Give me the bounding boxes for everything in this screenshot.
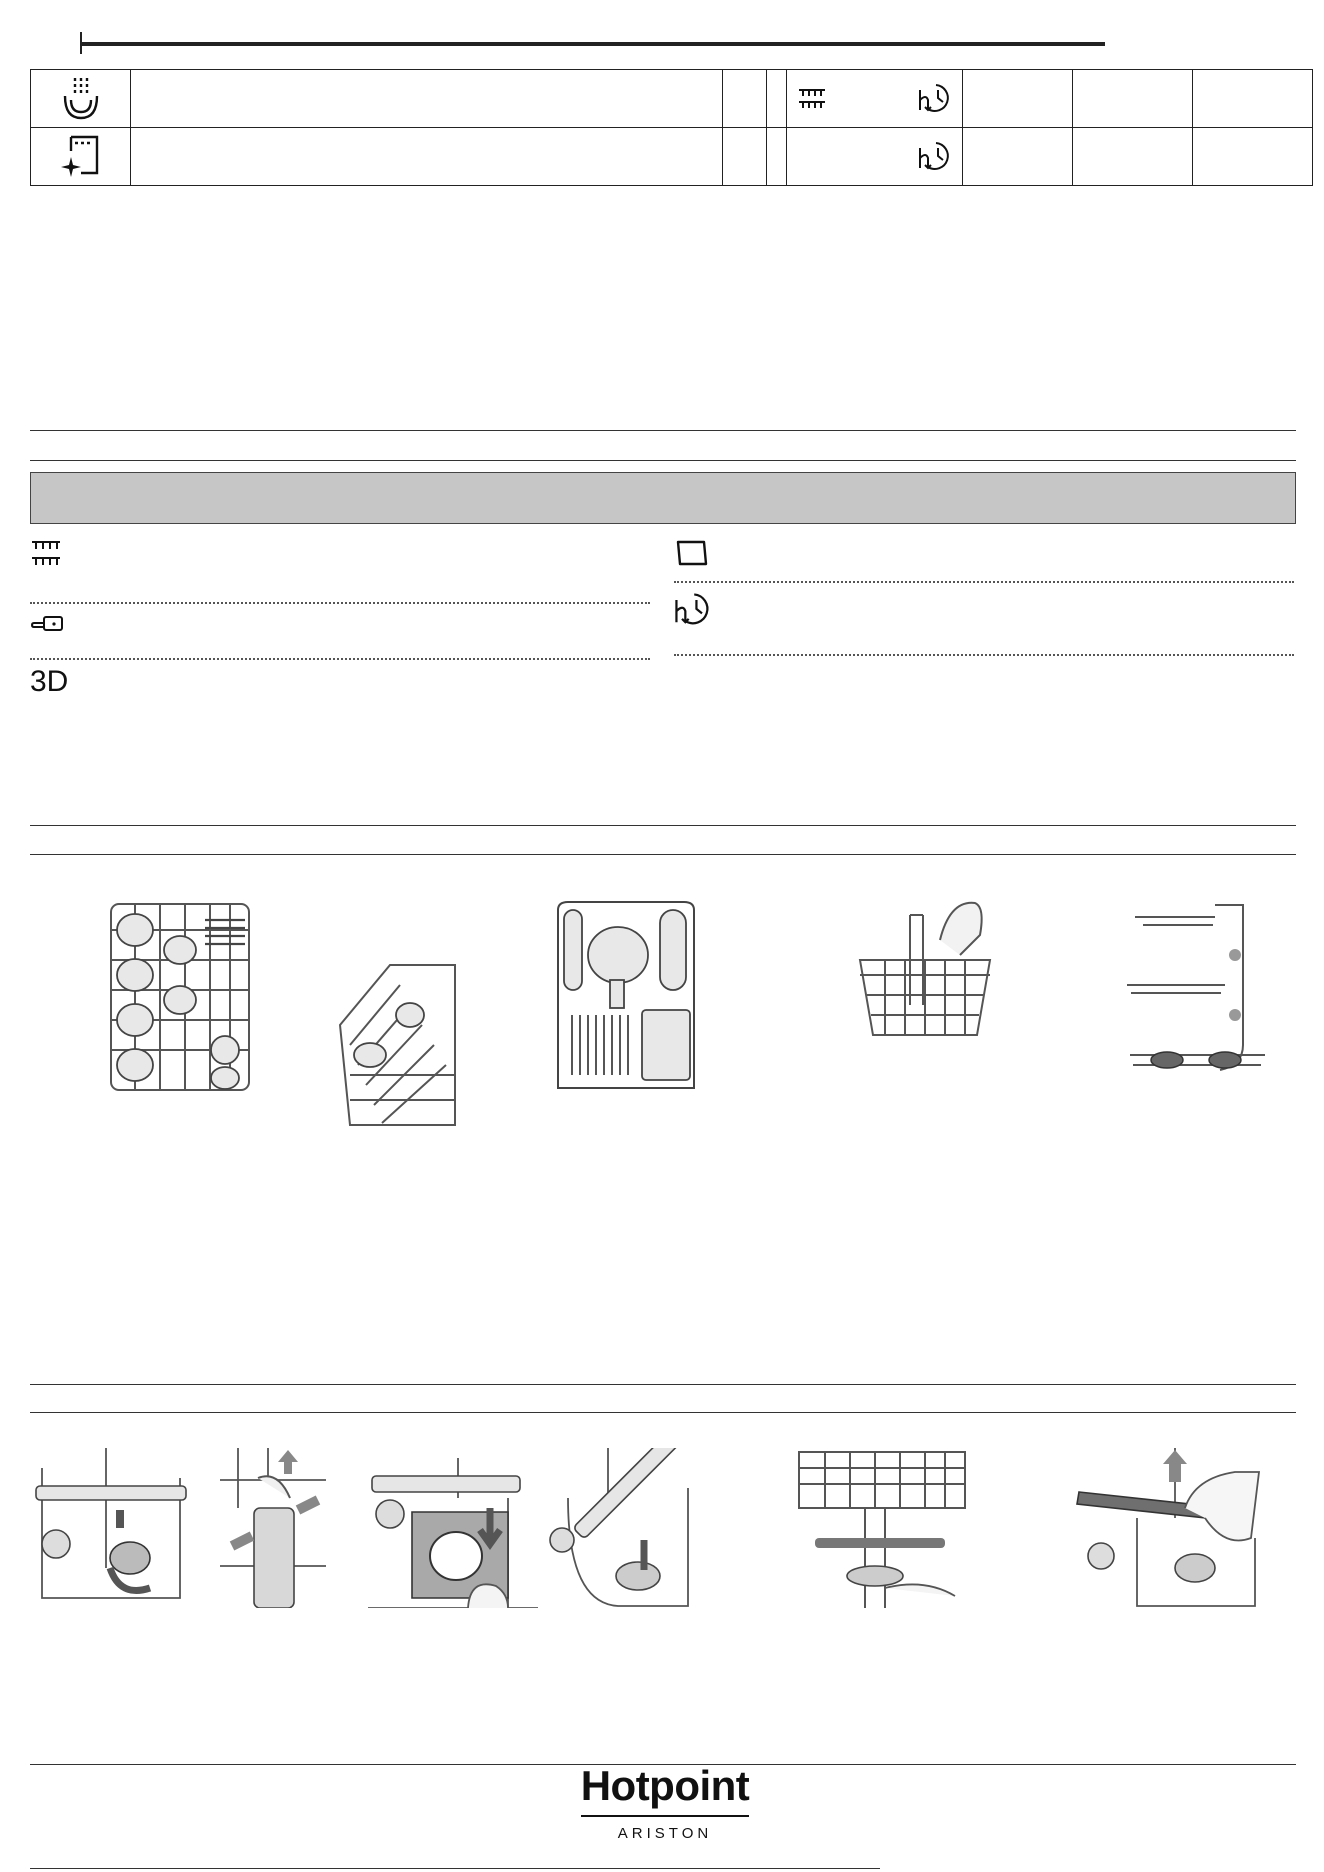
brand-rule [581, 1815, 749, 1817]
legend-divider [674, 581, 1294, 583]
key-lock-icon [30, 614, 66, 634]
filter-plate-figure [368, 1458, 538, 1608]
brand-sub: ARISTON [617, 1825, 713, 1842]
remove-filter-figure [30, 1448, 190, 1608]
program-cell [963, 70, 1073, 128]
delay-start-icon [672, 590, 712, 630]
upper-rack-side-figure [330, 955, 460, 1130]
spray-arms-figure [1125, 895, 1270, 1100]
section-rule [30, 460, 1296, 461]
lower-rack-figure [552, 900, 700, 1095]
options-heading-band [30, 472, 1296, 524]
lower-spray-arm-figure [548, 1448, 693, 1610]
brand-logo [560, 1763, 770, 1842]
section-rule [30, 430, 1296, 431]
cutlery-basket-figure [855, 895, 995, 1040]
section-rule [30, 1412, 1296, 1413]
table-row [31, 70, 1313, 128]
program-icon-cell [31, 70, 131, 128]
program-cell [1073, 70, 1193, 128]
program-description-cell [131, 70, 723, 128]
program-icon-cell [31, 128, 131, 186]
section-rule [30, 1384, 1296, 1385]
program-cell [767, 128, 787, 186]
half-load-icon [797, 84, 827, 114]
half-load-icon [30, 536, 64, 572]
legend-divider [30, 658, 650, 660]
three-d-label: 3D [30, 665, 69, 698]
spray-arms-rinse-icon [59, 76, 103, 122]
program-cell [767, 70, 787, 128]
filter-parts-figure [218, 1448, 328, 1608]
program-cell [963, 128, 1073, 186]
lift-spray-arm-figure [1075, 1448, 1265, 1610]
header-rule [80, 42, 1105, 46]
program-cell [1193, 70, 1313, 128]
program-table [30, 69, 1313, 186]
brand-name: Hotpoint [580, 1762, 750, 1809]
program-cell [1193, 128, 1313, 186]
section-rule [30, 854, 1296, 855]
program-cell [1073, 128, 1193, 186]
program-description-cell [131, 128, 723, 186]
bottom-rule [30, 1868, 880, 1869]
upper-rack-figure [105, 900, 255, 1095]
program-cell [723, 128, 767, 186]
table-row [31, 128, 1313, 186]
delay-start-icon [916, 140, 952, 174]
program-options-cell [787, 70, 963, 128]
legend-divider [30, 602, 650, 604]
delay-start-icon [916, 82, 952, 116]
legend-divider [674, 654, 1294, 656]
upper-spray-arm-figure [795, 1448, 970, 1608]
tablet-icon [674, 538, 710, 568]
program-options-cell [787, 128, 963, 186]
section-rule [30, 825, 1296, 826]
program-cell [723, 70, 767, 128]
sparkle-clean-icon [59, 133, 103, 181]
